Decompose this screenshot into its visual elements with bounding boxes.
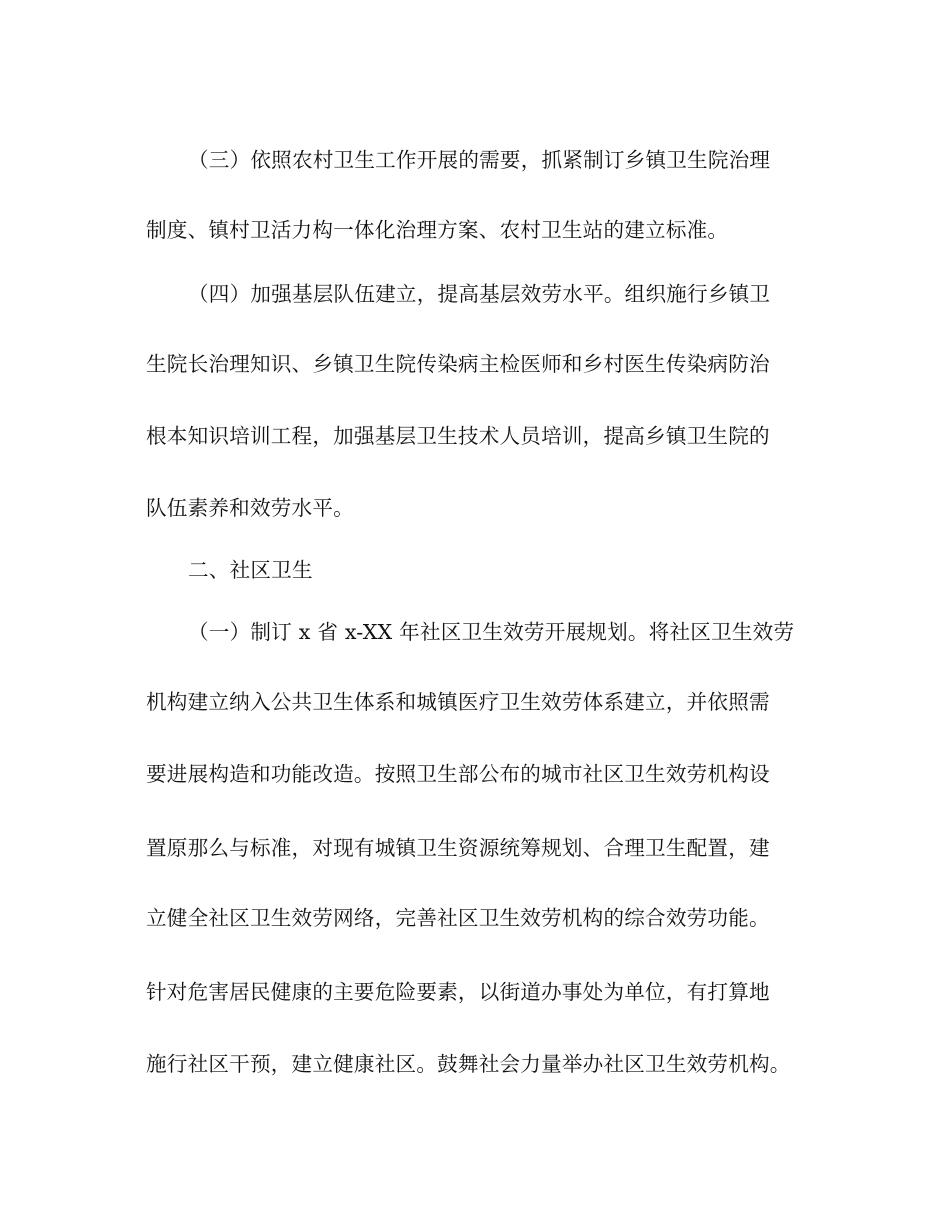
paragraph-line: 生院长治理知识、乡镇卫生院传染病主检医师和乡村医生传染病防治 [146, 352, 770, 376]
paragraph-line: 队伍素养和效劳水平。 [146, 496, 354, 520]
paragraph-line: 要进展构造和功能改造。按照卫生部公布的城市社区卫生效劳机构设 [146, 762, 770, 786]
paragraph-line: （四）加强基层队伍建立，提高基层效劳水平。组织施行乡镇卫 [188, 282, 771, 306]
section-heading: 二、社区卫生 [188, 558, 313, 582]
paragraph-line: 置原那么与标准，对现有城镇卫生资源统筹规划、合理卫生配置，建 [146, 836, 770, 860]
paragraph-line: 施行社区干预，建立健康社区。鼓舞社会力量举办社区卫生效劳机构。 [146, 1052, 791, 1076]
paragraph-line: 立健全社区卫生效劳网络，完善社区卫生效劳机构的综合效劳功能。 [146, 906, 770, 930]
paragraph-line: 针对危害居民健康的主要危险要素，以街道办事处为单位，有打算地 [146, 980, 770, 1004]
paragraph-line: （一）制订 x 省 x-XX 年社区卫生效劳开展规划。将社区卫生效劳 [188, 620, 795, 644]
paragraph-line: （三）依照农村卫生工作开展的需要，抓紧制订乡镇卫生院治理 [188, 148, 771, 172]
paragraph-line: 制度、镇村卫活力构一体化治理方案、农村卫生站的建立标准。 [146, 218, 729, 242]
paragraph-line: 机构建立纳入公共卫生体系和城镇医疗卫生效劳体系建立，并依照需 [146, 690, 770, 714]
paragraph-line: 根本知识培训工程，加强基层卫生技术人员培训，提高乡镇卫生院的 [146, 424, 770, 448]
